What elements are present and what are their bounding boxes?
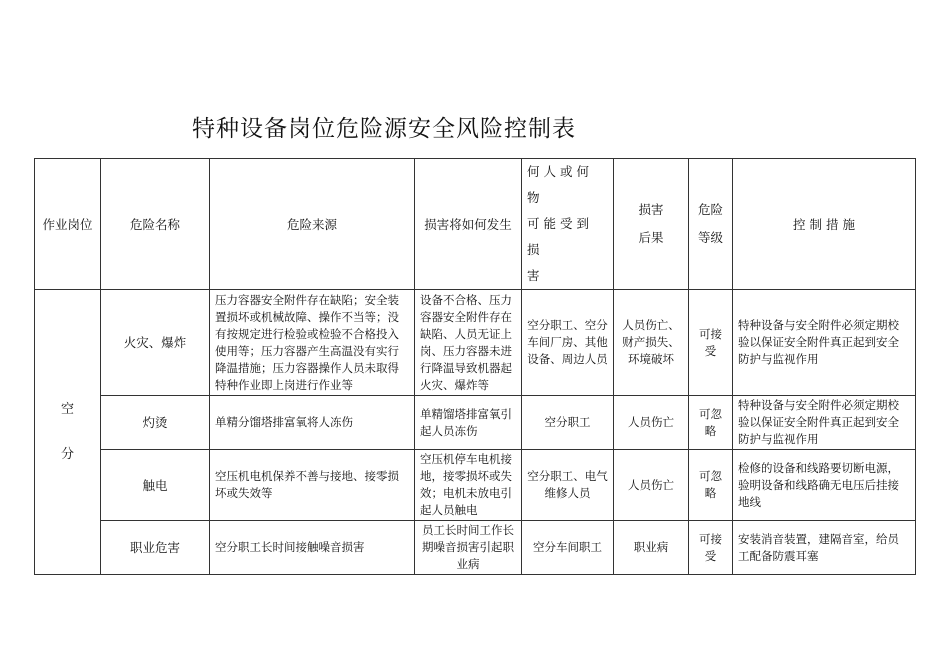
hazard-name: 火灾、爆炸 [101,290,210,396]
hazard-name: 职业危害 [101,521,210,575]
header-row [35,159,916,290]
hazard-consequence: 人员伤亡 [614,450,689,521]
hazard-level: 可忽略 [689,396,733,450]
header-who [522,159,614,290]
header-level-line2: 等级 [697,230,723,245]
hazard-control: 安装消音装置，建隔音室，给员工配备防震耳塞 [733,521,916,575]
header-level [689,159,733,290]
hazard-level: 可接受 [689,521,733,575]
post-line1: 空 [60,402,74,417]
table-row [35,450,916,521]
hazard-who: 空分车间职工 [522,521,614,575]
hazard-level: 可忽略 [689,450,733,521]
hazard-source: 压力容器安全附件存在缺陷；安全装置损坏或机械故障、操作不当等；没有按规定进行检验或检验不合格投入使用等；压力容器产生高温没有实行降温措施；压力容器操作人员未取得特种作业即上岗进行作业等 [210,290,415,396]
header-consequence-line1: 损害 [638,202,664,217]
post-cell [35,290,101,575]
header-consequence [614,159,689,290]
hazard-consequence: 人员伤亡 [614,396,689,450]
document-title: 特种设备岗位危险源安全风险控制表 [192,116,576,142]
header-consequence-line2: 后果 [638,230,664,245]
table-row [35,396,916,450]
table-row [35,290,916,396]
hazard-who: 空分职工、电气维修人员 [522,450,614,521]
header-how: 损害将如何发生 [415,159,522,290]
hazard-control: 特种设备与安全附件必须定期校验以保证安全附件真正起到安全防护与监视作用 [733,290,916,396]
header-control: 控 制 措 施 [733,159,916,290]
hazard-name: 灼烫 [101,396,210,450]
hazard-consequence: 职业病 [614,521,689,575]
header-hazard-name: 危险名称 [101,159,210,290]
risk-control-table [34,158,916,575]
hazard-control: 检修的设备和线路要切断电源，验明设备和线路确无电压后挂接地线 [733,450,916,521]
hazard-consequence: 人员伤亡、财产损失、环境破坏 [614,290,689,396]
hazard-level: 可接受 [689,290,733,396]
hazard-source: 单精分馏塔排富氧将人冻伤 [210,396,415,450]
hazard-who: 空分职工 [522,396,614,450]
header-who-line2: 可能受到损 [527,216,594,257]
header-post: 作业岗位 [35,159,101,290]
hazard-how: 空压机停车电机接地，接零损坏或失效；电机未放电引起人员触电 [415,450,522,521]
hazard-how: 员工长时间工作长期噪音损害引起职业病 [415,521,522,575]
hazard-source: 空压机电机保养不善与接地、接零损坏或失效等 [210,450,415,521]
header-who-line3: 害 [527,268,540,283]
post-line2: 分 [60,447,74,462]
hazard-who: 空分职工、空分车间厂房、其他设备、周边人员 [522,290,614,396]
header-source: 危险来源 [210,159,415,290]
table-row [35,521,916,575]
hazard-control: 特种设备与安全附件必须定期校验以保证安全附件真正起到安全防护与监视作用 [733,396,916,450]
hazard-name: 触电 [101,450,210,521]
header-who-line1: 何人或何物 [527,164,594,205]
hazard-how: 单精馏塔排富氧引起人员冻伤 [415,396,522,450]
hazard-how: 设备不合格、压力容器安全附件存在缺陷、人员无证上岗、压力容器未进行降温导致机器起火灾、爆炸等 [415,290,522,396]
hazard-source: 空分职工长时间接触噪音损害 [210,521,415,575]
header-level-line1: 危险 [697,202,723,217]
